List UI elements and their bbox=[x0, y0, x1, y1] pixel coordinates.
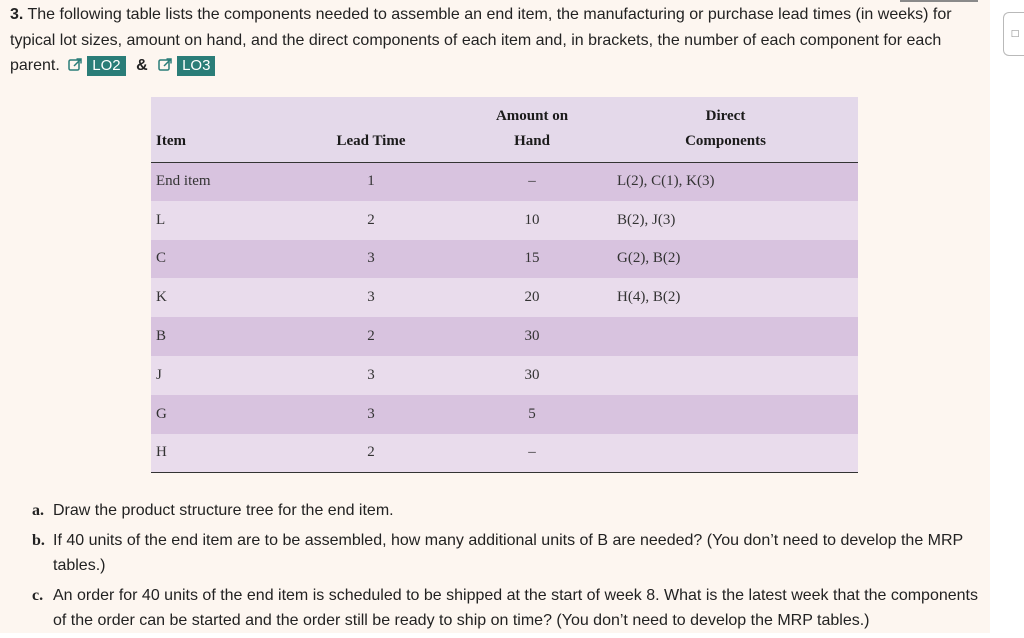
part-label: b. bbox=[32, 531, 45, 549]
cell-amount: – bbox=[528, 173, 536, 190]
side-panel-tab[interactable]: □ bbox=[1003, 12, 1024, 56]
learning-objectives bbox=[64, 57, 215, 74]
cell-amount: – bbox=[528, 444, 536, 461]
cell-item: C bbox=[156, 250, 167, 267]
question-text-block bbox=[10, 2, 970, 79]
lo-badge[interactable]: LO2 bbox=[87, 56, 125, 76]
cell-item: H bbox=[156, 444, 167, 461]
cell-components bbox=[593, 317, 858, 356]
cell-item: G bbox=[156, 405, 167, 422]
part-label: a. bbox=[32, 502, 44, 519]
part-text: Draw the product structure tree for the end item. bbox=[53, 502, 394, 519]
external-link-icon[interactable] bbox=[68, 55, 83, 70]
cell-amount: 30 bbox=[524, 366, 540, 383]
cell-amount: 5 bbox=[528, 405, 536, 422]
table-row bbox=[151, 278, 858, 317]
cell-components bbox=[593, 356, 858, 395]
cell-lead-time: 3 bbox=[367, 289, 375, 306]
header-direct-components: Direct Components bbox=[685, 108, 766, 150]
header-amount-on-hand: Amount on Hand bbox=[495, 108, 569, 150]
table-row bbox=[151, 434, 858, 473]
cell-components: B(2), J(3) bbox=[617, 211, 676, 228]
cell-lead-time: 3 bbox=[367, 405, 375, 422]
part-text: If 40 units of the end item are to be assembled, how many additional units of B are needed? (You don’t need to develop the MRP tables.) bbox=[53, 531, 963, 574]
question-parts bbox=[32, 498, 982, 638]
question-number: 3. bbox=[10, 6, 24, 23]
table-row bbox=[151, 201, 858, 240]
cell-components bbox=[593, 395, 858, 434]
cell-item: J bbox=[156, 366, 162, 383]
cell-components bbox=[593, 434, 858, 473]
part-a bbox=[32, 498, 982, 524]
part-b bbox=[32, 528, 982, 579]
question-prompt: The following table lists the components needed to assemble an end item, the manufacturing or purchase lead times (in weeks) for typical lot sizes, amount on hand, and the direct components of each item and, in brackets, the number of each component for each parent. bbox=[10, 6, 952, 74]
cell-item: K bbox=[156, 289, 167, 306]
ampersand: & bbox=[136, 57, 148, 74]
cell-amount: 10 bbox=[524, 211, 540, 228]
cell-amount: 20 bbox=[524, 289, 540, 306]
components-table bbox=[151, 97, 858, 473]
table-row bbox=[151, 317, 858, 356]
cell-components: G(2), B(2) bbox=[617, 250, 681, 267]
table-row bbox=[151, 395, 858, 434]
cell-lead-time: 1 bbox=[367, 173, 375, 190]
cell-lead-time: 3 bbox=[367, 250, 375, 267]
part-label: c. bbox=[32, 586, 44, 604]
table-row bbox=[151, 162, 858, 201]
cell-lead-time: 2 bbox=[367, 211, 375, 228]
table-row bbox=[151, 356, 858, 395]
cell-components: L(2), C(1), K(3) bbox=[617, 173, 715, 190]
external-link-icon[interactable] bbox=[158, 55, 173, 70]
part-c bbox=[32, 583, 982, 634]
cell-lead-time: 2 bbox=[367, 444, 375, 461]
part-text: An order for 40 units of the end item is scheduled to be shipped at the start of week 8. What is the latest week that the components of the order can be started and the order still be ready to ship on time? (You don’t need to develop the MRP tables.) bbox=[53, 586, 978, 629]
cell-item: L bbox=[156, 211, 166, 228]
cell-amount: 15 bbox=[524, 250, 540, 267]
table-header-row bbox=[151, 97, 858, 162]
cell-lead-time: 3 bbox=[367, 366, 375, 383]
cell-item: End item bbox=[156, 173, 211, 190]
cell-item: B bbox=[156, 328, 167, 345]
cell-lead-time: 2 bbox=[367, 328, 375, 345]
header-lead-time: Lead Time bbox=[336, 133, 406, 150]
header-item: Item bbox=[156, 133, 186, 150]
lo-badge[interactable]: LO3 bbox=[177, 56, 215, 76]
table-row bbox=[151, 240, 858, 279]
cell-components: H(4), B(2) bbox=[617, 289, 681, 306]
cell-amount: 30 bbox=[524, 328, 540, 345]
